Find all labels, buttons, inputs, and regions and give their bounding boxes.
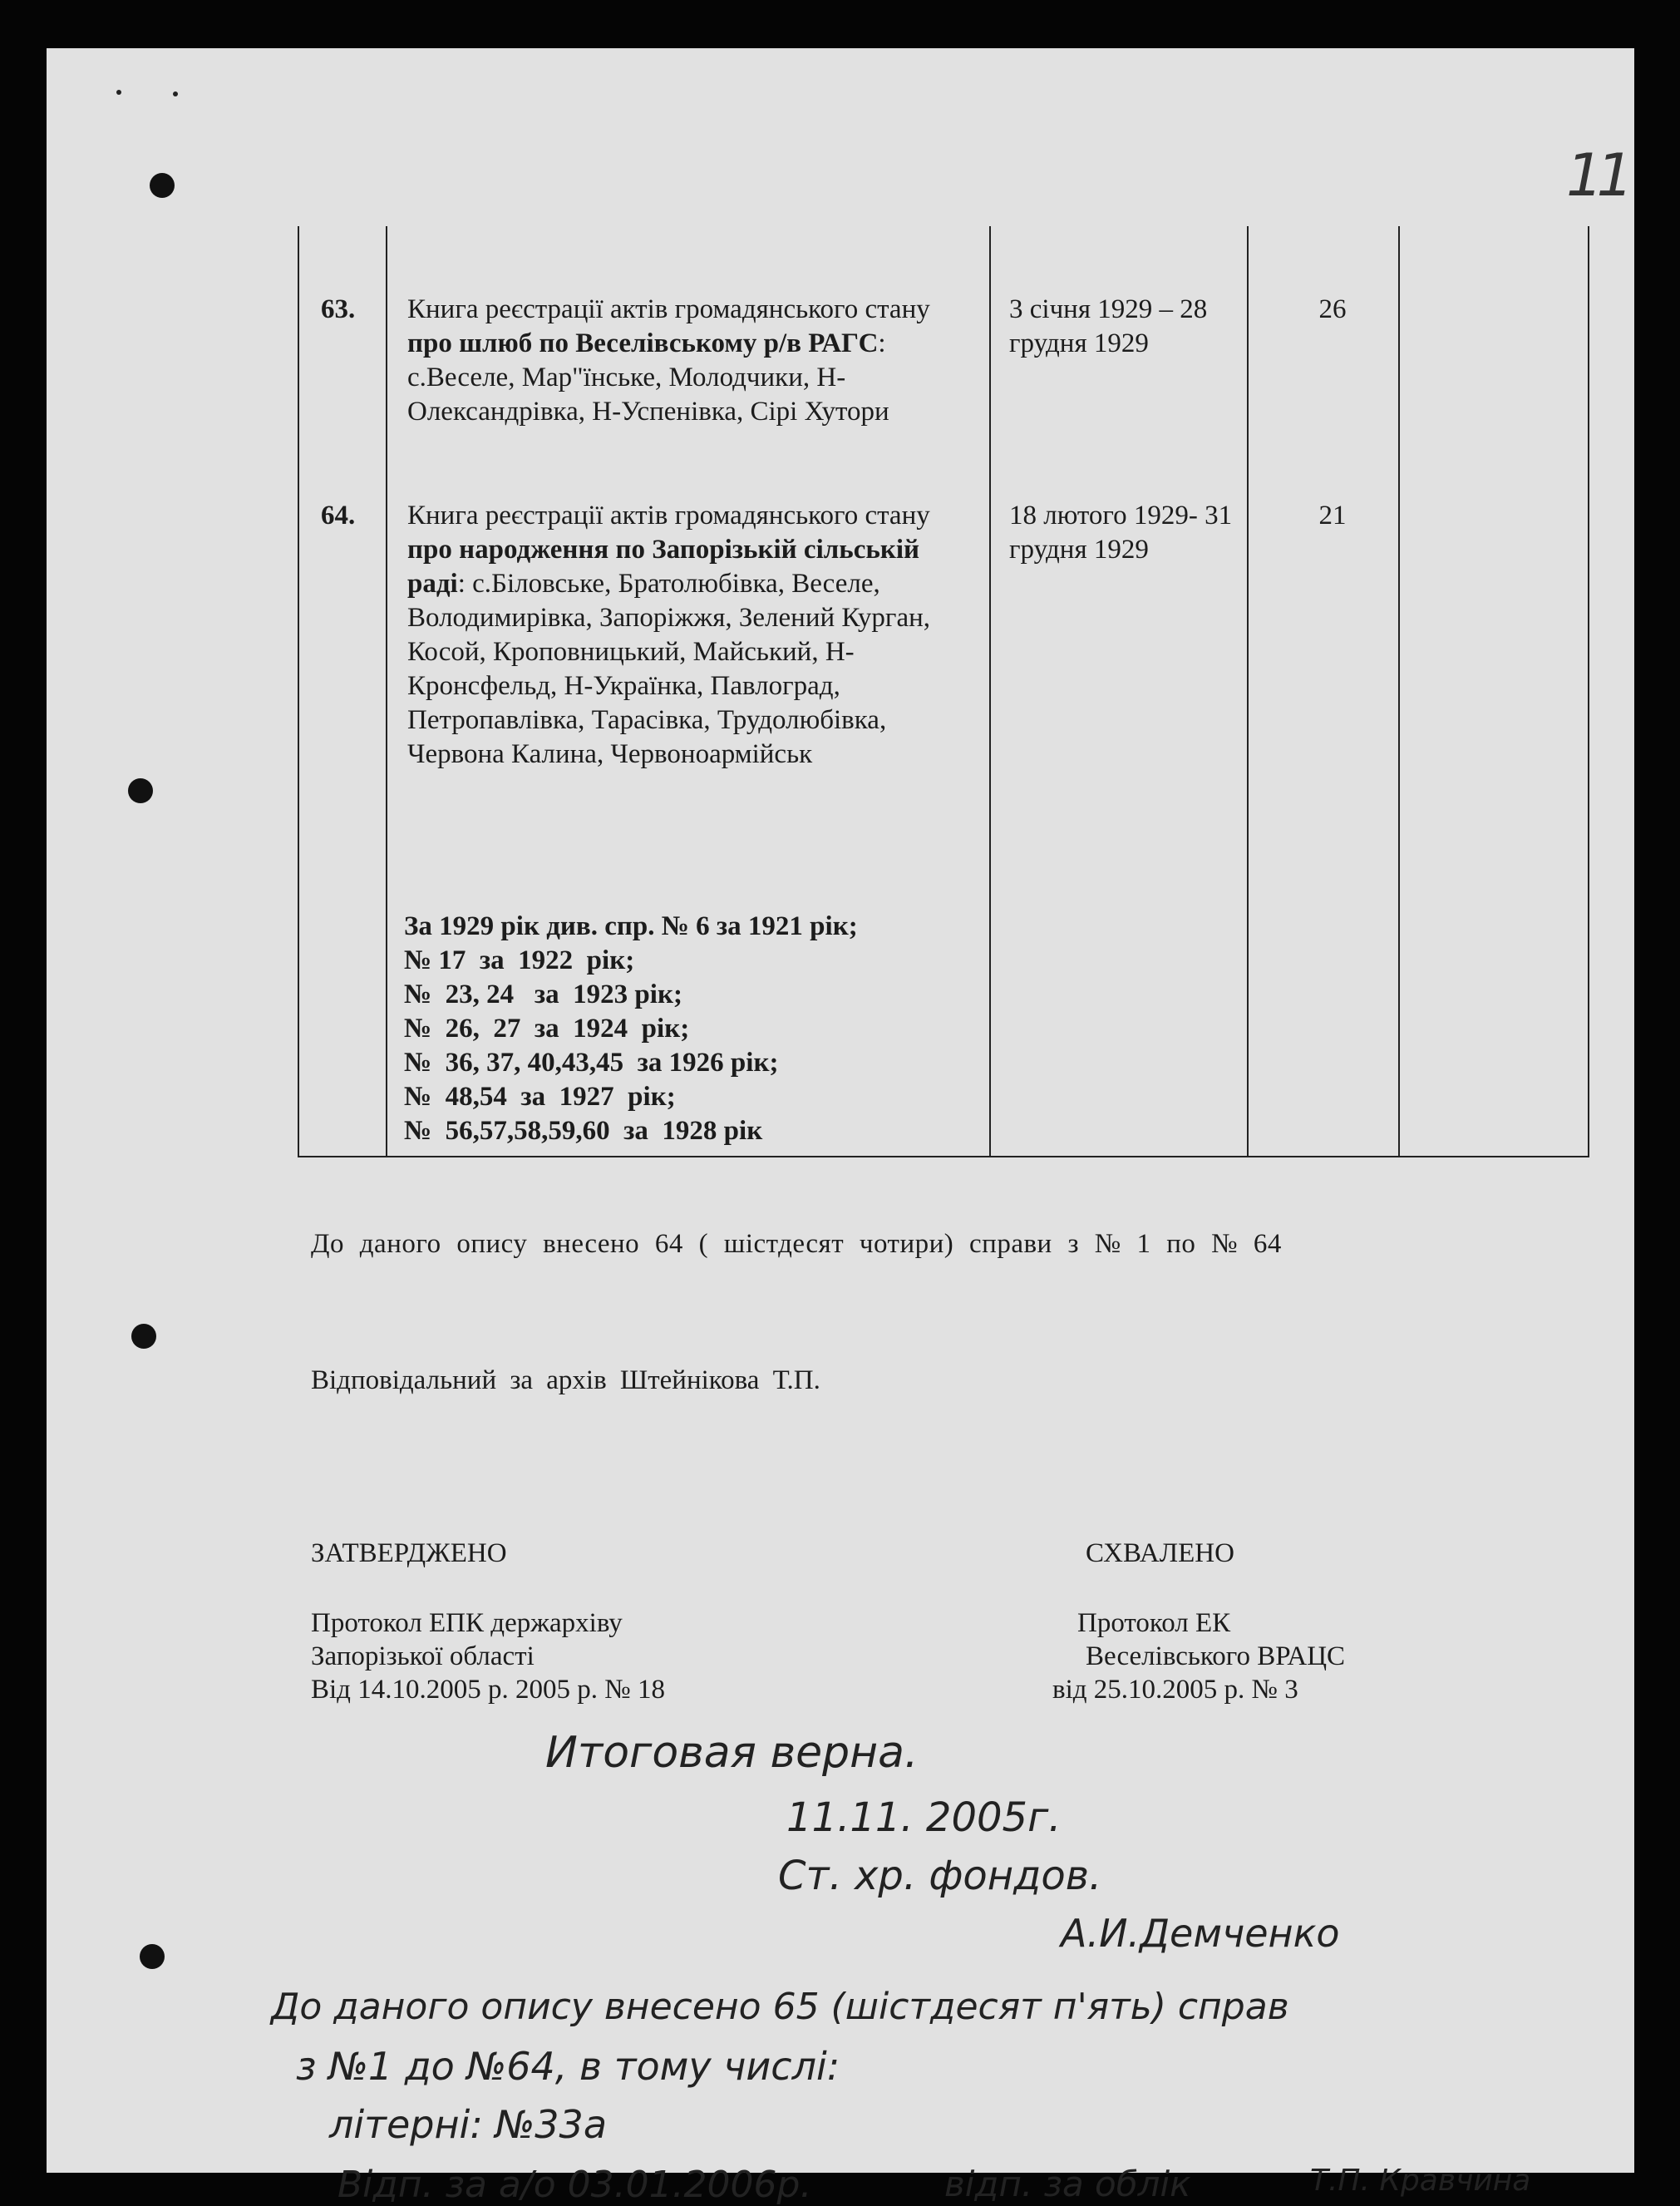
column-divider — [989, 226, 991, 1156]
case-number: 63. — [321, 294, 356, 324]
page-number: 11 — [1566, 141, 1628, 210]
binder-hole — [150, 173, 175, 198]
endorsed-heading: СХВАЛЕНО — [1086, 1538, 1234, 1568]
case-dates: 3 січня 1929 – 28 грудня 1929 — [1009, 294, 1208, 358]
inventory-summary: До даного опису внесено 64 ( шістдесят чотири) справи з № 1 по № 64 — [311, 1229, 1282, 1259]
handwritten-note: Итоговая верна. — [545, 1728, 919, 1778]
speck — [116, 90, 121, 95]
handwritten-signature: Т.П. Кравчина — [1310, 2164, 1531, 2198]
case-sheet-count: 26 — [1318, 294, 1347, 324]
handwritten-note: з №1 до №64, в тому числі: — [296, 2044, 840, 2089]
binder-hole — [140, 1944, 165, 1969]
case-title: Книга реєстрації актів громадянського стану про народження по Запорізькій сільській раді: с.Біловське, Братолюбівка, Веселе, Володимирівка, Запоріжжя, Зелений Курган, Косой, Кроповницький, Майський, Н-Кронсфельд, Н-Українка, Павлоград, Петропавлівка, Тарасівка, Трудолюбівка, Червона Калина, Червоноармійськ — [407, 501, 931, 769]
handwritten-note: Ст. хр. фондов. — [778, 1853, 1102, 1899]
responsible-person: Відповідальний за архів Штейнікова Т.П. — [311, 1365, 820, 1395]
approved-heading: ЗАТВЕРДЖЕНО — [311, 1538, 507, 1568]
approved-block: ЗАТВЕРДЖЕНО Протокол ЕПК держархіву Запорізької області Від 14.10.2005 р. 2005 р. № 18 — [311, 1538, 665, 1705]
case-sheet-count: 21 — [1318, 501, 1347, 531]
endorsed-block: СХВАЛЕНО Протокол ЕК Веселівського ВРАЦС від 25.10.2005 р. № 3 — [986, 1537, 1345, 1706]
handwritten-note: літерні: №33а — [329, 2102, 608, 2147]
column-divider — [1247, 226, 1249, 1156]
case-number: 64. — [321, 501, 356, 531]
speck — [173, 91, 178, 96]
cross-reference-note: За 1929 рік див. спр. № 6 за 1921 рік; № 17 за 1922 рік; № 23, 24 за 1923 рік; № 26, 27 за 1924 рік; № 36, 37, 40,43,45 за 1926 рік; № 48,54 за 1927 рік; № 56,57,58,59,60 за 1928 рік — [404, 911, 858, 1146]
handwritten-note: відп. за облік — [944, 2164, 1191, 2204]
case-title: Книга реєстрації актів громадянського стану про шлюб по Веселівському р/в РАГС: с.Веселе, Мар"їнське, Молодчики, Н-Олександрівка, Н-Успенівка, Сірі Хутори — [407, 294, 930, 427]
handwritten-note: Відп. за а/о 03.01.2006р. — [337, 2164, 812, 2206]
handwritten-note: До даного опису внесено 65 (шістдесят п'ять) справ — [271, 1986, 1289, 2028]
handwritten-signature: А.И.Демченко — [1061, 1911, 1340, 1956]
binder-hole — [128, 778, 153, 803]
inventory-table — [298, 226, 1589, 1157]
case-dates: 18 лютого 1929- 31 грудня 1929 — [1009, 501, 1233, 565]
binder-hole — [131, 1324, 156, 1349]
column-divider — [386, 226, 387, 1156]
handwritten-note: 11.11. 2005г. — [786, 1794, 1062, 1841]
document-page — [47, 48, 1634, 2206]
column-divider — [1398, 226, 1400, 1156]
